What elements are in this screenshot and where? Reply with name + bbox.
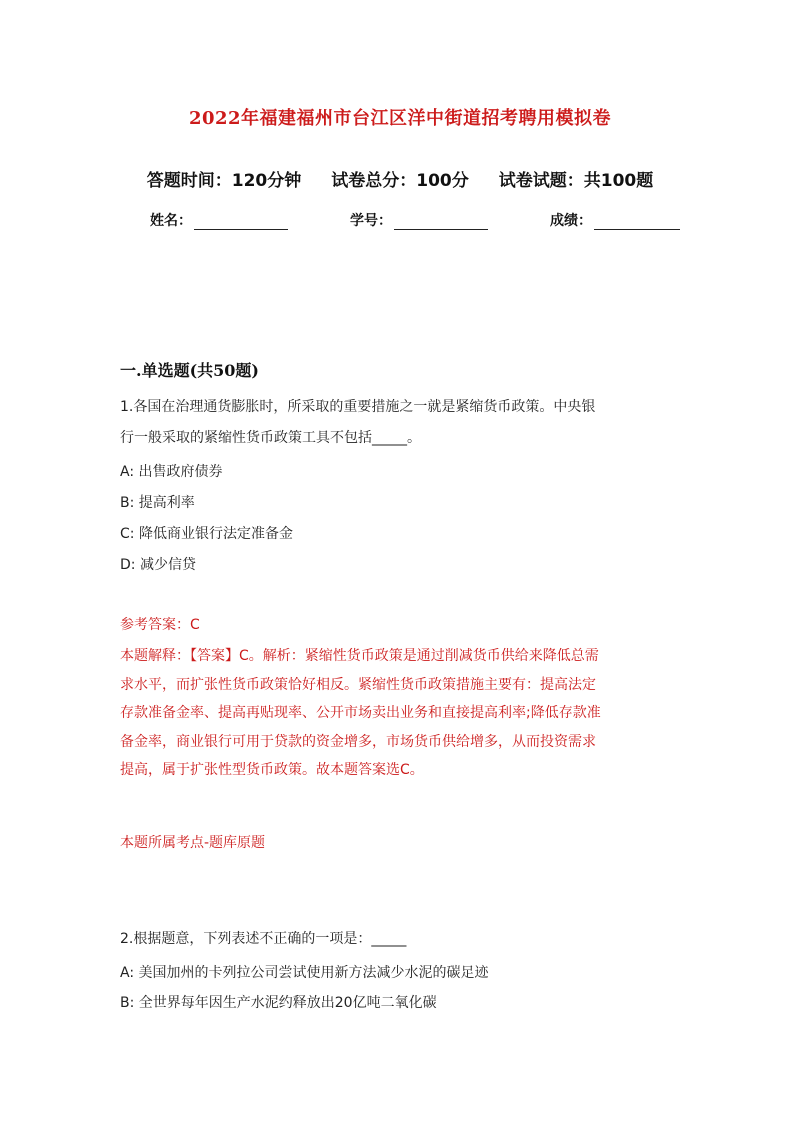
explanation-line: 本题解释：【答案】C。解析：紧缩性货币政策是通过削减货币供给来降低总需 — [120, 648, 599, 664]
page-title: 2022年福建福州市台江区洋中街道招考聘用模拟卷 — [188, 108, 612, 129]
explanation-line: 提高，属于扩张性型货币政策。故本题答案选C。 — [120, 762, 424, 778]
total-score: 试卷总分：100分 — [331, 171, 469, 191]
question-2-option-b: B: 全世界每年因生产水泥约释放出20亿吨二氧化碳 — [120, 995, 437, 1011]
question-1-topic: 本题所属考点-题库原题 — [120, 835, 266, 851]
question-1-stem — [120, 392, 680, 454]
exam-time: 答题时间：120分钟 — [146, 171, 302, 191]
id-field — [350, 210, 488, 230]
name-field — [150, 210, 288, 230]
exam-info-bar — [0, 166, 800, 191]
student-fields — [150, 210, 680, 230]
question-1-answer: 参考答案：C — [120, 617, 200, 633]
question-1-stem-line: 1.各国在治理通货膨胀时，所采取的重要措施之一就是紧缩货币政策。中央银 — [120, 399, 596, 415]
question-1-option-c: C: 降低商业银行法定准备金 — [120, 526, 293, 542]
question-1-explanation — [120, 642, 680, 785]
explanation-line: 备金率，商业银行可用于贷款的资金增多，市场货币供给增多，从而投资需求 — [120, 733, 596, 750]
explanation-line: 求水平，而扩张性货币政策恰好相反。紧缩性货币政策措施主要有：提高法定 — [120, 676, 596, 693]
score-field — [550, 210, 680, 230]
score-blank-line — [594, 215, 680, 230]
question-2-stem: 2.根据题意，下列表述不正确的一项是：_____ — [120, 931, 407, 947]
question-1-option-b: B: 提高利率 — [120, 495, 195, 511]
name-blank-line — [194, 215, 288, 230]
question-1-option-a: A: 出售政府债券 — [120, 464, 223, 480]
score-label: 成绩： — [550, 213, 592, 229]
section-heading: 一.单选题(共50题) — [120, 361, 259, 380]
question-1-option-d: D: 减少信贷 — [120, 557, 196, 573]
id-label: 学号： — [350, 213, 392, 229]
name-label: 姓名： — [150, 213, 192, 229]
question-2-option-a: A: 美国加州的卡列拉公司尝试使用新方法减少水泥的碳足迹 — [120, 965, 489, 981]
question-1-stem-line: 行一般采取的紧缩性货币政策工具不包括_____。 — [120, 430, 421, 446]
explanation-line: 存款准备金率、提高再贴现率、公开市场卖出业务和直接提高利率;降低存款准 — [120, 705, 601, 721]
id-blank-line — [394, 215, 488, 230]
question-count: 试卷试题：共100题 — [498, 171, 654, 191]
